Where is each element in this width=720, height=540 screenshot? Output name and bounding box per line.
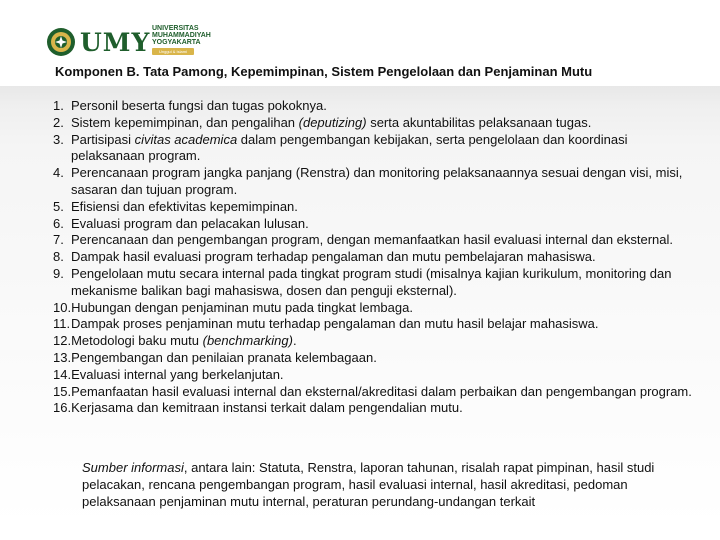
- university-line: MUHAMMADIYAH: [152, 32, 211, 39]
- list-item-text: [71, 98, 693, 115]
- list-item-number: 12.: [53, 333, 72, 349]
- list-item: [53, 165, 693, 199]
- list-item-italic-text: (benchmarking): [202, 333, 293, 349]
- list-item-text-part: Dampak hasil evaluasi program terhadap pengalaman dan mutu pembelajaran mahasiswa.: [71, 249, 596, 265]
- list-item-text-part: .: [292, 333, 297, 349]
- list-item-text-part: Metodologi baku mutu: [71, 333, 203, 349]
- list-item-text-part: serta akuntabilitas pelaksanaan tugas.: [366, 114, 592, 130]
- list-item-text: [71, 350, 693, 367]
- list-item-text-part: Efisiensi dan efektivitas kepemimpinan.: [71, 198, 298, 214]
- list-item-number: 13.: [53, 349, 72, 365]
- list-item-text-part: Kerjasama dan kemitraan instansi terkait dalam pengendalian mutu.: [71, 400, 463, 416]
- list-item-text: [71, 199, 693, 216]
- list-item-number: 15.: [53, 383, 72, 399]
- list-item: [53, 266, 693, 300]
- list-item-text-part: Perencanaan dan pengembangan program, dengan memanfaatkan hasil evaluasi internal dan eksternal.: [71, 232, 674, 248]
- list-item-text: [71, 115, 693, 132]
- source-note: [82, 460, 682, 510]
- list-item: [53, 132, 693, 166]
- list-item-number: 11.: [53, 316, 71, 332]
- list-item: [53, 115, 693, 132]
- list-item-text: [71, 384, 693, 401]
- university-name: [152, 25, 211, 46]
- list-item-text-part: Evaluasi internal yang berkelanjutan.: [71, 366, 284, 382]
- slide-title: Komponen B. Tata Pamong, Kepemimpinan, Sistem Pengelolaan dan Penjaminan Mutu: [55, 64, 593, 79]
- slide-header: [0, 0, 720, 86]
- list-item-text: [71, 367, 693, 384]
- university-line: YOGYAKARTA: [152, 39, 201, 46]
- list-item-italic-text: civitas academica: [134, 131, 238, 147]
- list-item-text-part: Evaluasi program dan pelacakan lulusan.: [71, 215, 309, 231]
- list-item: [53, 216, 693, 233]
- list-item: [53, 232, 693, 249]
- list-item-text-part: Pengelolaan mutu secara internal pada tingkat program studi (misalnya kajian kurikulum, monitoring dan mekanisme balikan bagi mahasiswa, dosen dan penguji eksternal).: [71, 265, 672, 298]
- university-line: UNIVERSITAS: [152, 25, 199, 32]
- list-item-italic-text: (deputizing): [298, 114, 367, 130]
- list-item-number: 10.: [53, 299, 72, 315]
- list-item-text: [71, 216, 693, 233]
- list-item-text: [71, 266, 693, 300]
- list-item: [53, 333, 693, 350]
- source-text: , antara lain: Statuta, Renstra, laporan tahunan, risalah rapat pimpinan, hasil studi pelacakan, rencana pengembangan program, hasil evaluasi internal, hasil akreditasi, pedoman pelaksanaan penjaminan mutu internal, peraturan perundang-undangan terkait: [82, 460, 655, 509]
- list-item-number: 5.: [53, 198, 64, 214]
- list-item-text-part: Pemanfaatan hasil evaluasi internal dan eksternal/akreditasi dalam perbaikan dan pengembangan program.: [71, 383, 692, 399]
- list-item-text-part: Pengembangan dan penilaian pranata kelembagaan.: [71, 349, 377, 365]
- list-item-number: 1.: [53, 98, 64, 113]
- list-item-number: 14.: [53, 366, 72, 382]
- list-item-number: 16.: [53, 400, 72, 416]
- list-item-text: [71, 316, 693, 333]
- list-item-text-part: Dampak proses penjaminan mutu terhadap pengalaman dan mutu hasil belajar mahasiswa.: [71, 316, 599, 332]
- list-item-text: [71, 232, 693, 249]
- list-item-text: [71, 300, 693, 317]
- list-item: [53, 400, 693, 417]
- list-item-number: 2.: [53, 114, 64, 130]
- list-item-number: 9.: [53, 265, 64, 281]
- list-item-text-part: Hubungan dengan penjaminan mutu pada tingkat lembaga.: [71, 299, 413, 315]
- list-item-text: [71, 333, 693, 350]
- source-label: Sumber informasi: [82, 460, 184, 475]
- list-item-text-part: Sistem kepemimpinan, dan pengalihan: [71, 114, 299, 130]
- list-item-number: 7.: [53, 232, 64, 248]
- umy-emblem-icon: [46, 24, 76, 60]
- slide-content: [0, 86, 720, 540]
- list-item-text-part: Perencanaan program jangka panjang (Renstra) dan monitoring pelaksanaannya sesuai dengan visi, misi, sasaran dan tujuan program.: [71, 165, 683, 197]
- list-item: [53, 316, 693, 333]
- list-item-text-part: Partisipasi: [71, 131, 135, 147]
- logo-ribbon: Unggul & Islami: [152, 48, 194, 55]
- list-item: [53, 98, 693, 115]
- list-item: [53, 249, 693, 266]
- logo-wordmark: UMY: [80, 28, 151, 57]
- list-item: [53, 300, 693, 317]
- list-item-number: 3.: [53, 131, 64, 147]
- list-item-text: [71, 165, 693, 199]
- component-list: [53, 98, 693, 417]
- list-item-text-part: dalam pengembangan kebijakan, serta pengelolaan dan koordinasi pelaksanaan program.: [71, 131, 628, 164]
- list-item: [53, 367, 693, 384]
- list-item-text: [71, 249, 693, 266]
- list-item: [53, 350, 693, 367]
- list-item: [53, 199, 693, 216]
- list-item-number: 6.: [53, 215, 64, 231]
- list-item-number: 8.: [53, 249, 64, 265]
- umy-logo: [46, 22, 246, 62]
- list-item-number: 4.: [53, 165, 64, 181]
- list-item-text: [71, 400, 693, 417]
- list-item: [53, 384, 693, 401]
- list-item-text: [71, 132, 693, 166]
- list-item-text-part: Personil beserta fungsi dan tugas pokoknya.: [71, 98, 327, 113]
